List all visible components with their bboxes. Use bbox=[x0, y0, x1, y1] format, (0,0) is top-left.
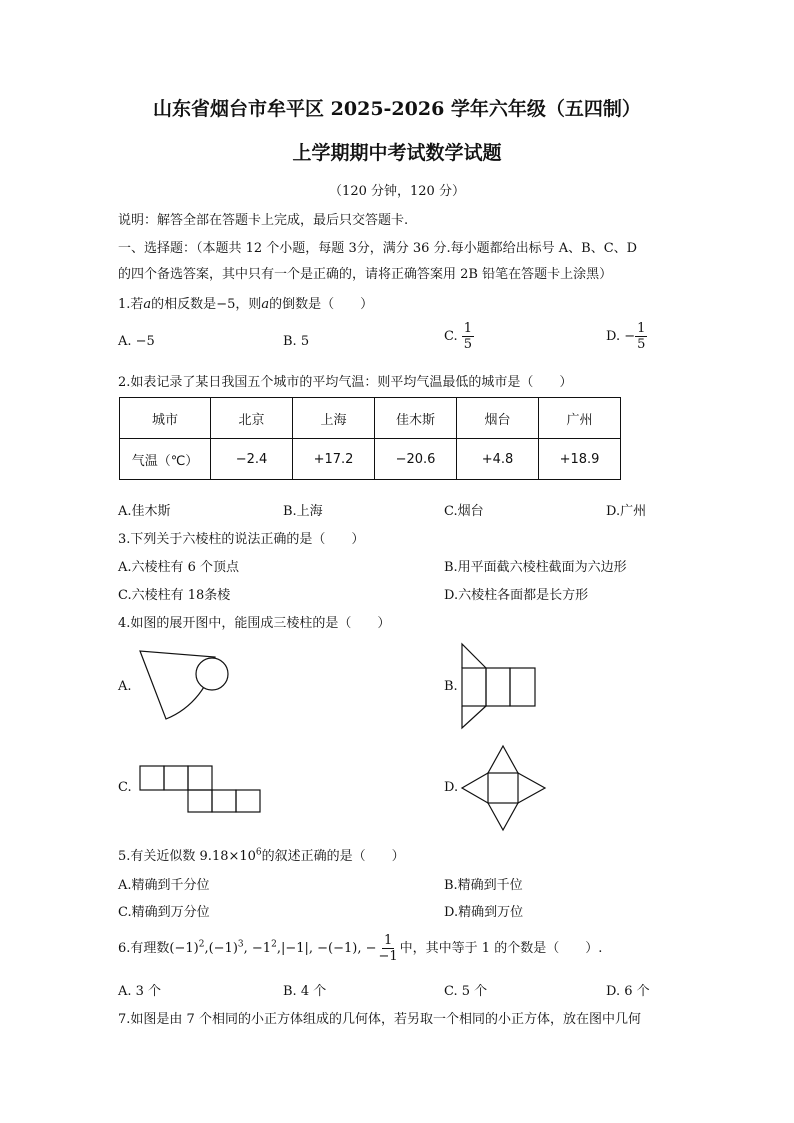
q2-option-d[interactable]: D.广州 bbox=[606, 504, 647, 519]
net-c-cube-figure bbox=[138, 764, 268, 816]
q6-stem: 6.有理数$(-1)^2,(-1)^3$, $-1^2,|-1|$, −(−1), − $\frac{1}{-1}$ 中，其中等于 1 的个数是（ ）. bbox=[118, 933, 603, 964]
q2-stem: 2.如表记录了某日我国五个城市的平均气温：则平均气温最低的城市是（ ） bbox=[118, 375, 573, 390]
table-cell: −2.4 bbox=[211, 439, 293, 480]
q1-option-c[interactable]: C. $\frac{1}{5}$ bbox=[444, 321, 473, 352]
q2-option-a[interactable]: A.佳木斯 bbox=[118, 504, 171, 519]
q5-stem: 5.有关近似数 $9.18\times 10^6$的叙述正确的是（ ） bbox=[118, 847, 405, 864]
q5-option-c[interactable]: C.精确到万分位 bbox=[118, 905, 210, 920]
table-cell: +17.2 bbox=[293, 439, 375, 480]
q4-option-c[interactable]: C. bbox=[118, 780, 132, 795]
table-row bbox=[120, 398, 621, 439]
q1-option-a[interactable]: A. −5 bbox=[118, 334, 155, 349]
table-cell: −20.6 bbox=[375, 439, 457, 480]
table-row bbox=[120, 439, 621, 480]
section1-intro-line1: 一、选择题：（本题共 12 个小题，每题 3分，满分 36 分.每小题都给出标号 A、B、C、D bbox=[118, 241, 638, 256]
q5-option-b[interactable]: B.精确到千位 bbox=[444, 878, 523, 893]
table-cell: 烟台 bbox=[457, 398, 539, 439]
q3-option-b[interactable]: B.用平面截六棱柱截面为六边形 bbox=[444, 560, 627, 575]
net-a-cone-figure bbox=[130, 645, 250, 735]
table-cell: 北京 bbox=[211, 398, 293, 439]
q1-option-b[interactable]: B. 5 bbox=[283, 334, 310, 349]
q6-option-b[interactable]: B. 4 个 bbox=[283, 984, 327, 999]
q6-option-c[interactable]: C. 5 个 bbox=[444, 984, 488, 999]
q4-option-b[interactable]: B. bbox=[444, 679, 458, 694]
table-cell: 广州 bbox=[539, 398, 621, 439]
q6-option-d[interactable]: D. 6 个 bbox=[606, 984, 650, 999]
table-cell: 佳木斯 bbox=[375, 398, 457, 439]
q6-option-a[interactable]: A. 3 个 bbox=[118, 984, 162, 999]
q1-option-c-fraction: $\frac{1}{5}$ bbox=[463, 321, 473, 352]
table-cell: +4.8 bbox=[457, 439, 539, 480]
section1-intro-line2: 的四个备选答案，其中只有一个是正确的，请将正确答案用 2B 铅笔在答题卡上涂黑） bbox=[118, 267, 613, 282]
table-cell: 城市 bbox=[120, 398, 211, 439]
instructions: 说明：解答全部在答题卡上完成，最后只交答题卡. bbox=[118, 213, 409, 228]
q1-option-d-fraction: $\frac{1}{5}$ bbox=[637, 321, 646, 352]
q1-stem: 1.若a的相反数是−5，则a的倒数是（ ） bbox=[118, 297, 374, 312]
temperature-table bbox=[119, 397, 621, 480]
table-cell: 气温（℃） bbox=[120, 439, 211, 480]
q7-stem: 7.如图是由 7 个相同的小正方体组成的几何体，若另取一个相同的小正方体，放在图中几何 bbox=[118, 1012, 641, 1027]
q4-option-d[interactable]: D. bbox=[444, 780, 459, 795]
q2-option-b[interactable]: B.上海 bbox=[283, 504, 323, 519]
exam-title-line2: 上学期期中考试数学试题 bbox=[292, 142, 502, 164]
q3-stem: 3.下列关于六棱柱的说法正确的是（ ） bbox=[118, 532, 365, 547]
exam-time-info: （120 分钟，120 分） bbox=[329, 184, 465, 199]
q4-option-a[interactable]: A. bbox=[118, 679, 132, 694]
q1-option-d[interactable]: D. − $\frac{1}{5}$ bbox=[606, 321, 646, 352]
q2-option-c[interactable]: C.烟台 bbox=[444, 504, 484, 519]
exam-title-line1: 山东省烟台市牟平区 2025-2026 学年六年级（五四制） bbox=[153, 98, 641, 120]
q6-fraction: $\frac{1}{-1}$ bbox=[378, 933, 398, 964]
table-cell: 上海 bbox=[293, 398, 375, 439]
q3-option-c[interactable]: C.六棱柱有 18条棱 bbox=[118, 588, 231, 603]
q3-option-a[interactable]: A.六棱柱有 6 个顶点 bbox=[118, 560, 240, 575]
q4-stem: 4.如图的展开图中，能围成三棱柱的是（ ） bbox=[118, 616, 391, 631]
q3-option-d[interactable]: D.六棱柱各面都是长方形 bbox=[444, 588, 589, 603]
net-b-figure bbox=[459, 642, 549, 732]
net-d-pyramid-figure bbox=[461, 744, 551, 834]
q5-option-a[interactable]: A.精确到千分位 bbox=[118, 878, 210, 893]
table-cell: +18.9 bbox=[539, 439, 621, 480]
q5-option-d[interactable]: D.精确到万位 bbox=[444, 905, 524, 920]
